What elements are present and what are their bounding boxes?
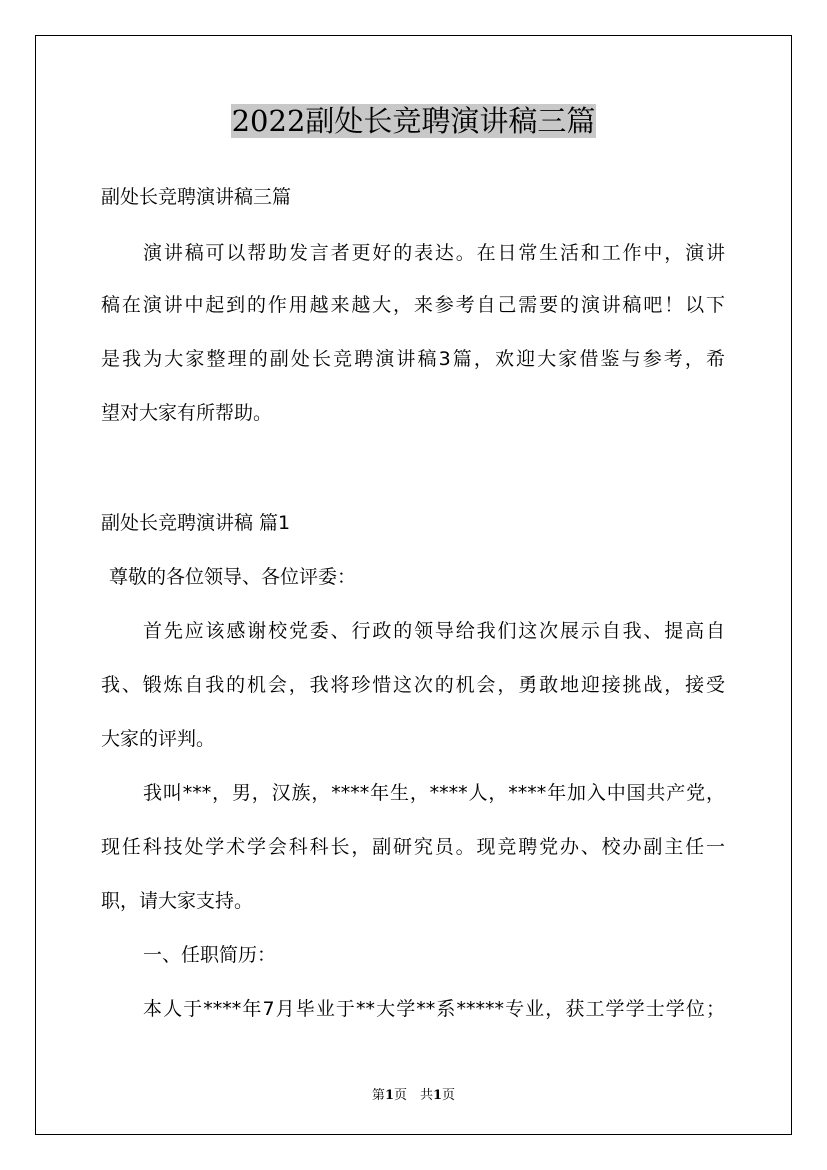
page-footer xyxy=(0,1084,827,1103)
intro-line-4: 望对大家有所帮助。 xyxy=(101,402,273,424)
footer-total-pages: 1 xyxy=(433,1088,443,1103)
intro-line-1: 演讲稿可以帮助发言者更好的表达。在日常生活和工作中，演讲 xyxy=(143,242,725,264)
footer-page-number: 1 xyxy=(384,1088,394,1103)
footer-mid: 页 共 xyxy=(393,1088,433,1103)
footer-prefix: 第 xyxy=(371,1088,385,1103)
para1-line-3: 大家的评判。 xyxy=(101,728,216,750)
para1-line-1: 首先应该感谢校党委、行政的领导给我们这次展示自我、提高自 xyxy=(143,620,725,642)
para3-line-1: 本人于****年7月毕业于**大学**系*****专业，获工学学士学位； xyxy=(143,998,725,1020)
intro-line-2: 稿在演讲中起到的作用越来越大，来参考自己需要的演讲稿吧！以下 xyxy=(101,294,725,316)
intro-line-3: 是我为大家整理的副处长竞聘演讲稿3篇，欢迎大家借鉴与参考，希 xyxy=(101,348,725,370)
salutation: 尊敬的各位领导、各位评委： xyxy=(109,566,357,588)
subheading: 一、任职简历： xyxy=(143,944,277,966)
title-text: 2022副处长竞聘演讲稿三篇 xyxy=(231,104,596,138)
document-title xyxy=(0,100,827,142)
section-heading: 副处长竞聘演讲稿 篇1 xyxy=(101,512,291,534)
para2-line-3: 职，请大家支持。 xyxy=(101,890,254,912)
subtitle: 副处长竞聘演讲稿三篇 xyxy=(101,186,292,208)
footer-suffix: 页 xyxy=(442,1088,456,1103)
para2-line-2: 现任科技处学术学会科科长，副研究员。现竞聘党办、校办副主任一 xyxy=(101,836,725,858)
para1-line-2: 我、锻炼自我的机会，我将珍惜这次的机会，勇敢地迎接挑战，接受 xyxy=(101,674,725,696)
para2-line-1: 我叫***，男，汉族，****年生，****人，****年加入中国共产党， xyxy=(143,782,725,804)
